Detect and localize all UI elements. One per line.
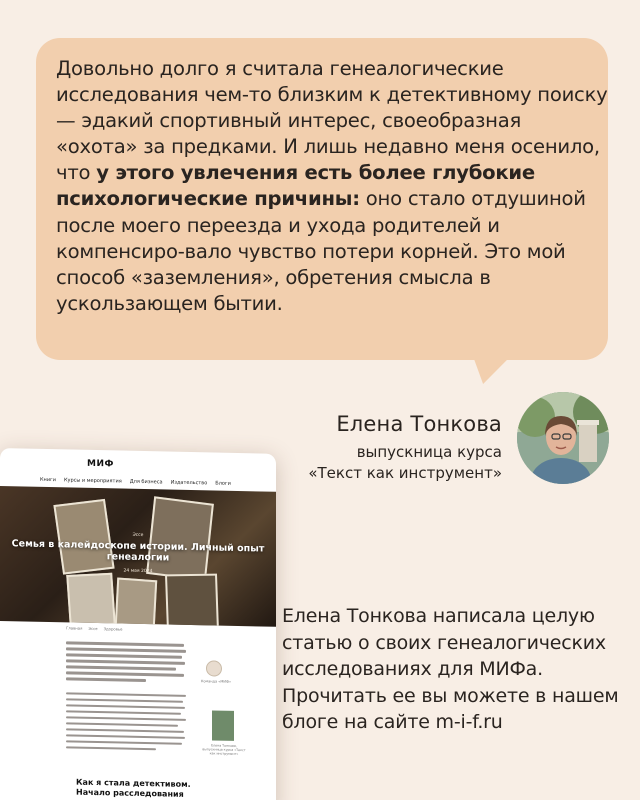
mock-crumb: Главная	[66, 625, 83, 631]
avatar-photo-illustration	[517, 392, 609, 484]
mock-breadcrumb	[66, 625, 123, 631]
mock-side-caption: Команда «МИФ»	[200, 679, 232, 684]
mock-side-text: Елена Тонкова, выпускница курса «Текст как инструмент»	[202, 743, 246, 756]
mock-crumb: Здоровье	[103, 626, 123, 632]
article-preview[interactable]	[0, 448, 276, 800]
old-photo	[115, 577, 157, 626]
mock-logo: МИФ	[87, 458, 114, 470]
mock-date: 24 мая 2024	[123, 568, 153, 575]
mock-nav-item: Блоги	[215, 480, 231, 487]
author-avatar	[517, 392, 609, 484]
promo-text: Елена Тонкова написала целую статью о своих генеалогических исследованиях для МИФа. Прочитать ее вы можете в нашем блоге на сайте m-i-f.ru	[282, 605, 619, 733]
bubble-tail	[473, 356, 521, 384]
old-photo	[165, 574, 219, 627]
author-name: Елена Тонкова	[336, 412, 502, 436]
mock-crumb: Эссе	[88, 625, 98, 632]
quote-bubble	[36, 38, 608, 360]
author-block	[308, 412, 502, 484]
mock-section-heading: Как я стала детективом. Начало расследования	[76, 777, 191, 799]
mock-article-title: Семья в калейдоскопе истории. Личный опыт генеалогии	[11, 538, 265, 564]
quote-text: Довольно долго я считала генеалогические исследования чем-то близким к детективному поиску — эдакий спортивный интерес, своеобразная «охота» за предками. И лишь недавно меня осенило, что у этого увлечения есть более глубокие психологические причины: оно стало отдушиной после моего переезда и ухода родителей и компенсиро-вало чувство потери корней. Это мой способ «заземления», обретения смысла в ускользающем бытии.	[56, 57, 608, 315]
author-course: «Текст как инструмент»	[308, 464, 502, 482]
author-role: выпускница курса	[356, 443, 502, 461]
mock-side-avatar	[206, 660, 222, 676]
mock-nav-item: Книги	[40, 476, 56, 484]
mock-tag: Эссе	[132, 532, 144, 539]
mock-body-text	[66, 641, 186, 754]
mock-nav-item: Для бизнеса	[129, 478, 163, 486]
quote-emphasis: у этого увлечения есть более глубокие психологические причины:	[56, 161, 535, 211]
mock-nav	[40, 477, 231, 487]
mock-nav-item: Курсы и мероприятия	[63, 477, 122, 485]
mock-side-photo	[212, 710, 234, 740]
old-photo	[66, 573, 116, 627]
mock-nav-item: Издательство	[170, 479, 208, 487]
mock-hero-image	[0, 486, 276, 627]
